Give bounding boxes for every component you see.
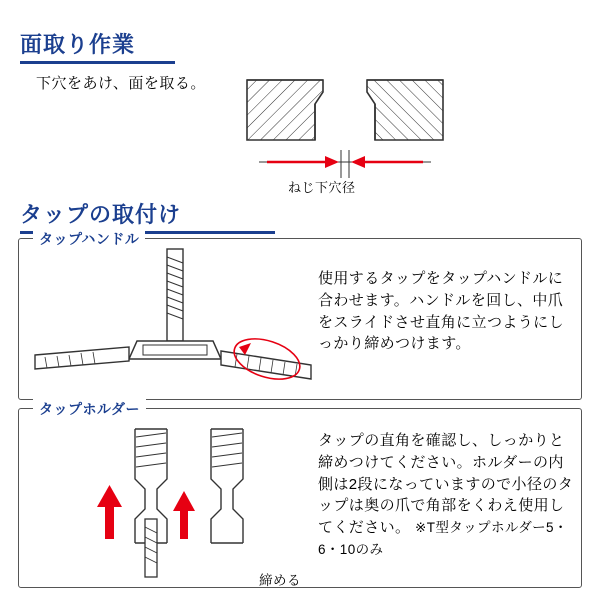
figure-caption-pilot-hole-diameter: ねじ下穴径 — [288, 180, 356, 195]
tap-holder-description-text: タップの直角を確認し、しっかりと締めつけてください。ホルダーの内側は2段になっていますので小径のタップは奥の爪で角部をくわえ使用してください。 — [318, 432, 574, 536]
chamfering-body-text: 下穴をあけ、面を取る。 — [36, 75, 206, 92]
section-heading-tap-mounting — [20, 198, 280, 229]
tap-holder-description — [318, 430, 576, 561]
heading-underline — [20, 61, 175, 64]
arrow-left-icon — [351, 156, 423, 168]
tap-handle-description: 使用するタップをタップハンドルに合わせます。ハンドルを回し、中爪をスライドさせ直角に立つようにしっかり締めつけます。 — [318, 270, 564, 353]
tap-handle-diagram-svg — [25, 247, 325, 397]
arrow-up-icon — [97, 485, 122, 539]
section-heading-text: タップの取付け — [20, 202, 182, 227]
arrow-up-icon — [173, 491, 195, 539]
tap-holder-note: ※T型タップホルダー5・6・10のみ — [318, 520, 568, 557]
panel-label-tap-handle: タップハンドル — [33, 229, 145, 249]
tap-holder-diagram-svg — [39, 423, 329, 583]
annotation-tighten: 締める — [259, 573, 301, 588]
arrow-right-icon — [267, 156, 339, 168]
panel-label-tap-holder: タップホルダー — [33, 399, 146, 419]
section-heading-chamfering — [20, 28, 180, 59]
section-heading-text: 面取り作業 — [20, 32, 136, 57]
